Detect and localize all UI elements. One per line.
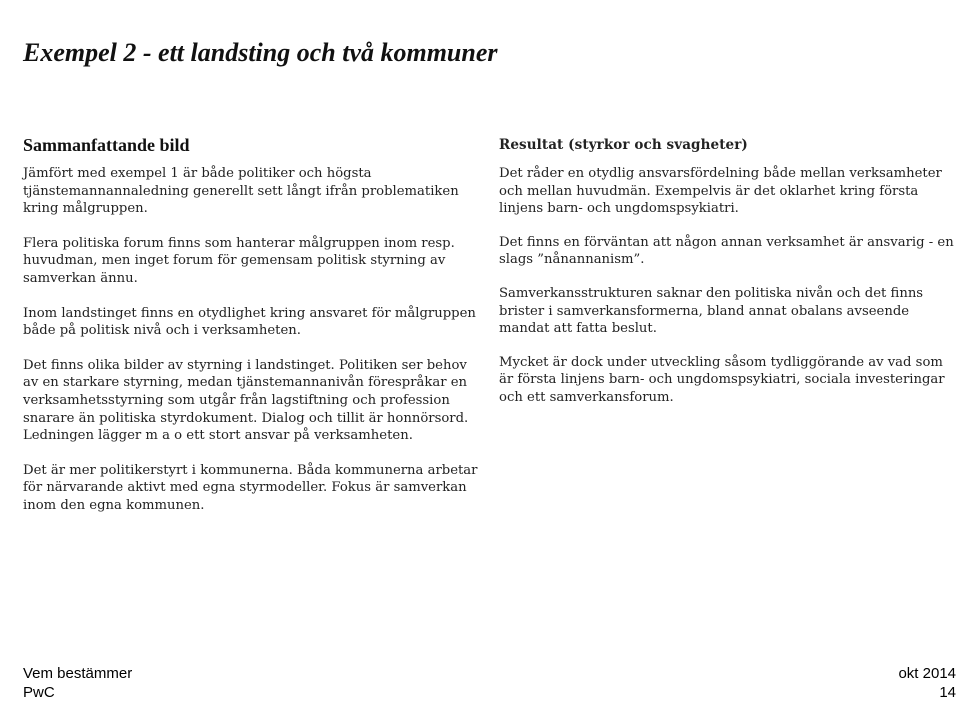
results-paragraph-3: Samverkansstrukturen saknar den politiska nivån och det finns brister i samverkansformerna, bland annat obalans avseende mandat att fatta beslut.: [499, 285, 924, 337]
summary-column: [23, 134, 478, 532]
summary-paragraph-4: Det finns olika bilder av styrning i landstinget. Politiken ser behov av en starkare styrning, medan tjänstemannanivån förespråkar en verksamhetsstyrning som utgår från lagstiftning och profession snarare än politiska styrdokument. Dialog och tillit är honnörsord. Ledningen lägger m a o ett stort ansvar på verksamheten.: [23, 357, 469, 444]
footer-right: [898, 664, 956, 702]
summary-paragraph-5: Det är mer politikerstyrt i kommunerna. Båda kommunerna arbetar för närvarande aktivt med egna styrmodeller. Fokus är samverkan inom den egna kommunen.: [23, 462, 478, 513]
results-paragraph-4: Mycket är dock under utveckling såsom tydliggörande av vad som är första linjens barn- och ungdomspsykiatri, sociala investeringar och ett samverkansforum.: [499, 354, 945, 405]
summary-paragraph-1: Jämfört med exempel 1 är både politiker och högsta tjänstemannannaledning generellt sett långt ifrån problematiken kring målgruppen.: [23, 166, 459, 217]
footer-date: okt 2014: [898, 665, 956, 682]
footer-left: [23, 664, 132, 702]
results-column: [499, 134, 959, 423]
summary-paragraph-2: Flera politiska forum finns som hanterar målgruppen inom resp. huvudman, men inget forum för gemensam politisk styrning av samverkan ännu.: [23, 235, 455, 286]
footer-document-title: Vem bestämmer: [23, 665, 133, 682]
page-title: Exempel 2 - ett landsting och två kommuner: [23, 38, 498, 67]
results-heading: Resultat (styrkor och svagheter): [499, 137, 748, 153]
summary-heading: Sammanfattande bild: [23, 135, 190, 155]
results-paragraph-1: Det råder en otydlig ansvarsfördelning både mellan verksamheter och mellan huvudmän. Exempelvis är det oklarhet kring första linjens barn- och ungdomspsykiatri.: [499, 166, 942, 217]
summary-paragraph-3: Inom landstinget finns en otydlighet kring ansvaret för målgruppen både på politisk nivå och i verksamheten.: [23, 305, 476, 339]
footer-company: PwC: [23, 684, 55, 701]
results-paragraph-2: Det finns en förväntan att någon annan verksamhet är ansvarig - en slags ”nånannanism”.: [499, 234, 954, 268]
footer-page-number: 14: [939, 684, 956, 701]
